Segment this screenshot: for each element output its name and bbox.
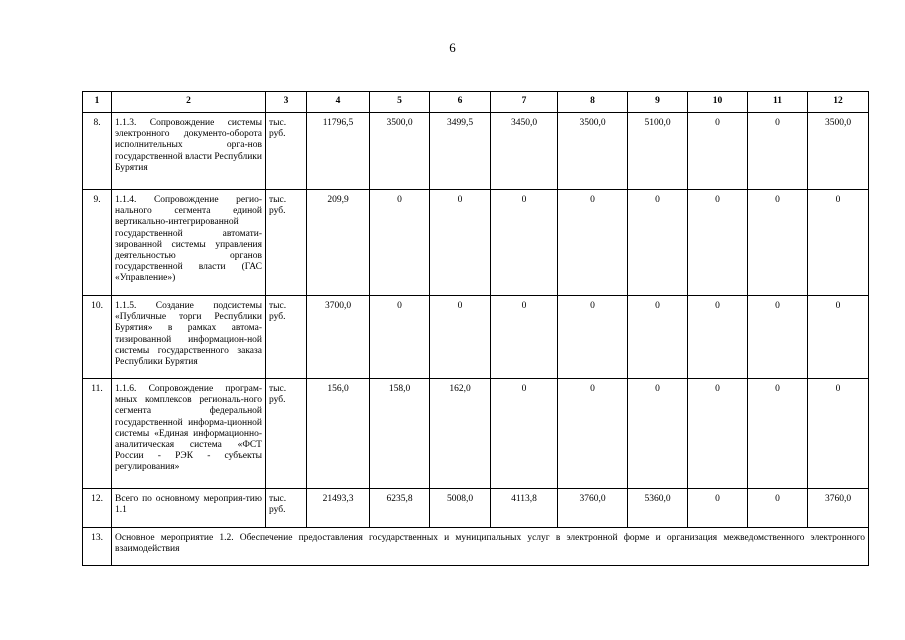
section-title: Основное мероприятие 1.2. Обеспечение предоставления государственных и муниципальных услуг в электронной форме и организация межведомственного электронного взаимодействия (112, 528, 869, 566)
row-value: 0 (688, 489, 748, 528)
table-row-section (83, 528, 869, 566)
header-cell: 7 (491, 92, 558, 113)
header-cell: 9 (628, 92, 688, 113)
row-unit: тыс. руб. (266, 379, 307, 489)
row-number: 13. (83, 528, 112, 566)
row-value: 3760,0 (808, 489, 869, 528)
header-cell: 8 (558, 92, 628, 113)
row-value: 158,0 (370, 379, 430, 489)
row-number: 11. (83, 379, 112, 489)
header-cell: 11 (748, 92, 808, 113)
table-row (83, 489, 869, 528)
row-value: 0 (808, 190, 869, 296)
row-value: 0 (688, 379, 748, 489)
header-cell: 12 (808, 92, 869, 113)
header-cell: 6 (430, 92, 491, 113)
row-value: 3760,0 (558, 489, 628, 528)
row-value: 5100,0 (628, 113, 688, 190)
row-value: 0 (808, 296, 869, 379)
header-row (83, 92, 869, 113)
row-name: 1.1.6. Сопровождение програм-мных комплексов региональ-ного сегмента федеральной государственной информа-ционной системы «Единая информационно-аналитическая система «ФСТ России - РЭК - субъекты регулирования» (112, 379, 266, 489)
row-value: 162,0 (430, 379, 491, 489)
table-row (83, 296, 869, 379)
row-value: 0 (558, 379, 628, 489)
row-value: 3500,0 (370, 113, 430, 190)
row-value: 0 (748, 379, 808, 489)
row-value: 0 (748, 296, 808, 379)
row-value: 209,9 (307, 190, 370, 296)
header-cell: 1 (83, 92, 112, 113)
row-value: 156,0 (307, 379, 370, 489)
row-name: 1.1.4. Сопровождение регио-нального сегмента единой вертикально-интегрированной государственной автомати-зированной системы управления деятельностью органов государственной власти (ГАС «Управление») (112, 190, 266, 296)
row-value: 0 (491, 379, 558, 489)
table-row (83, 113, 869, 190)
row-value: 6235,8 (370, 489, 430, 528)
header-cell: 3 (266, 92, 307, 113)
row-value: 0 (688, 113, 748, 190)
table-row (83, 190, 869, 296)
row-number: 9. (83, 190, 112, 296)
row-name: 1.1.5. Создание подсистемы «Публичные торги Республики Бурятия» в рамках автома-тизированной информацион-ной системы государственного заказа Республики Бурятия (112, 296, 266, 379)
row-value: 0 (748, 190, 808, 296)
header-cell: 10 (688, 92, 748, 113)
row-unit: тыс. руб. (266, 190, 307, 296)
table-row (83, 379, 869, 489)
row-value: 21493,3 (307, 489, 370, 528)
row-value: 0 (491, 296, 558, 379)
row-number: 12. (83, 489, 112, 528)
row-value: 5008,0 (430, 489, 491, 528)
row-value: 0 (748, 113, 808, 190)
page-number: 6 (449, 40, 456, 55)
row-name: 1.1.3. Сопровождение системы электронного документо-оборота исполнительных орга-нов государственной власти Республики Бурятия (112, 113, 266, 190)
row-value: 3700,0 (307, 296, 370, 379)
row-unit: тыс. руб. (266, 489, 307, 528)
row-value: 3500,0 (558, 113, 628, 190)
budget-table (82, 91, 869, 566)
row-value: 0 (628, 190, 688, 296)
row-number: 8. (83, 113, 112, 190)
row-value: 5360,0 (628, 489, 688, 528)
row-value: 0 (688, 296, 748, 379)
row-unit: тыс. руб. (266, 296, 307, 379)
row-value: 0 (628, 379, 688, 489)
row-value: 3450,0 (491, 113, 558, 190)
row-value: 11796,5 (307, 113, 370, 190)
row-unit: тыс. руб. (266, 113, 307, 190)
header-cell: 4 (307, 92, 370, 113)
row-value: 0 (628, 296, 688, 379)
header-cell: 5 (370, 92, 430, 113)
row-value: 0 (558, 296, 628, 379)
row-value: 3500,0 (808, 113, 869, 190)
row-value: 0 (688, 190, 748, 296)
header-cell: 2 (112, 92, 266, 113)
row-value: 0 (430, 296, 491, 379)
row-value: 4113,8 (491, 489, 558, 528)
row-value: 0 (558, 190, 628, 296)
row-name: Всего по основному мероприя-тию 1.1 (112, 489, 266, 528)
row-value: 0 (370, 190, 430, 296)
row-value: 0 (370, 296, 430, 379)
row-value: 0 (748, 489, 808, 528)
row-value: 3499,5 (430, 113, 491, 190)
row-value: 0 (491, 190, 558, 296)
row-number: 10. (83, 296, 112, 379)
row-value: 0 (430, 190, 491, 296)
row-value: 0 (808, 379, 869, 489)
